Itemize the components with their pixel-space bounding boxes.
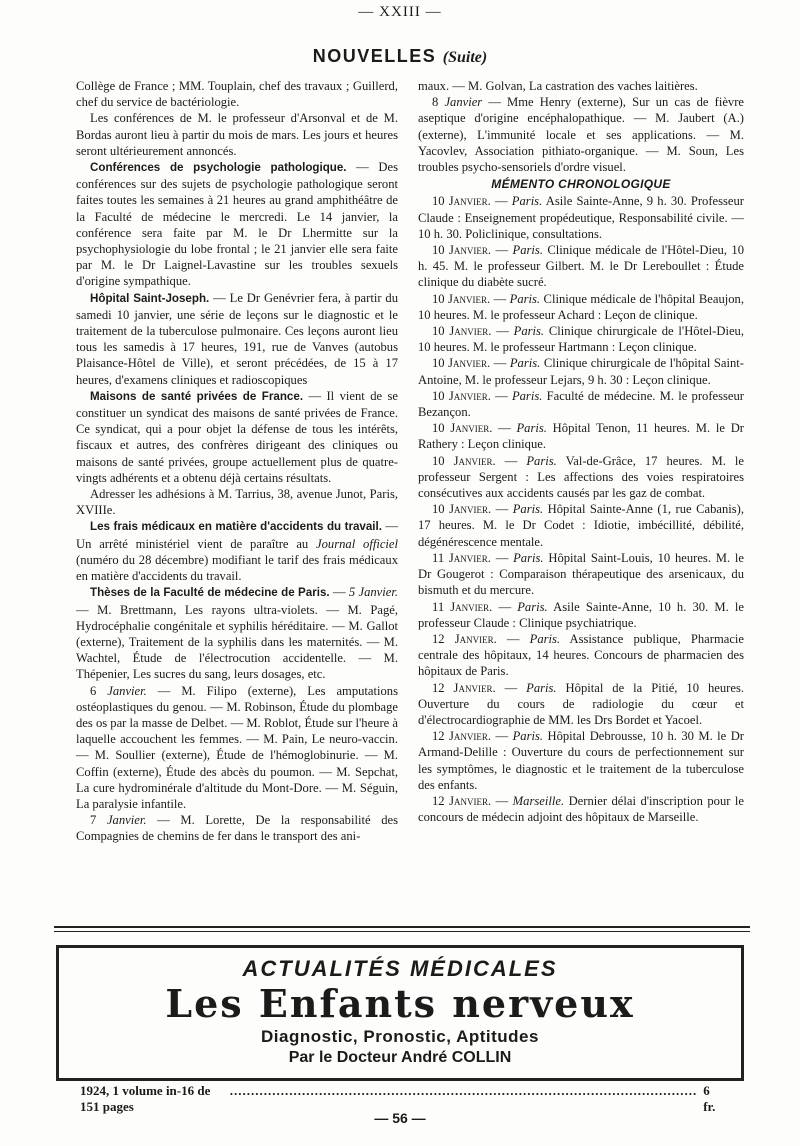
entry-date: 10 Janvier. [432,356,491,371]
ad-price: 6 fr. [703,1083,716,1114]
date-label: 5 Janvier. [348,585,398,600]
entry-text: Hôpital Tenon, 11 heures. M. le Dr Rathery : Leçon clinique. [418,421,744,452]
journal-title: Journal officiel [316,536,398,551]
paragraph-body: (numéro du 28 décembre) modifiant le tarif des frais médicaux en matière d'accidents du travail. [76,552,398,584]
entry-city: Paris. [513,550,544,565]
entry-city: Paris. [513,324,545,339]
paragraph-body: — Le Dr Genévrier fera, à partir du samedi 10 janvier, une série de leçons sur le diagnostic et le traitement de la tuberculose pulmonaire. Ces leçons auront lieu tous les samedis à 17 heures, 191, rue de Vanves (autobus Plaisance-Hôtel de Ville), et seront précédées, de 15 à 17 heures, d'examens cliniques et radioscopiques [76,290,398,387]
paragraph-body: 6 [90,683,108,698]
right-column [418,78,744,825]
entry-text: Clinique chirurgicale de l'hôpital Saint-Antoine, M. le professeur Lejars, 9 h. 30 : Leçon clinique. [418,356,744,387]
ad-author: Par le Docteur André COLLIN [288,1049,512,1066]
paragraph-body: — [329,585,349,600]
entry-text: Hôpital de la Pitié, 10 heures. Ouverture du cours de radiologie du cœur et d'électrocardiographie de MM. les Drs Bordet et Yacoel. [418,680,744,727]
entry-text: Dernier délai d'inscription pour le concours de médecin adjoint des hôpitaux de Marseille. [418,793,745,825]
paragraph-body: — M. Brettmann, Les rayons ultra-violets. — M. Pagé, Hydrocéphalie congénitale et syphilis héréditaire. — M. Gallot (externe), Traitement de la syphilis dans les maternités. — M. Wachtel, Étude de l'électrocution accidentelle. — M. Thépenier, Les sucres du sang, leurs dosages, etc. [76,602,398,682]
entry-city: Paris. [511,388,543,403]
entry-text: Hôpital Sainte-Anne (1, rue Cabanis), 17 heures. M. le Dr Codet : Idiotie, imbécillité, débilité, dégénérescence mentale. [418,502,744,549]
ad-book-title: Les Enfants nerveux [165,981,635,1026]
entry-city: Paris. [509,356,541,371]
entry-text: Assistance publique, Pharmacie centrale des hôpitaux, 14 heures. Concours de pharmacien des hôpitaux de Paris. [418,631,745,679]
entry-text: Faculté de médecine. M. le professeur Bezançon. [418,388,744,420]
entry-date: 10 Janvier. [432,388,491,403]
memento-entry: 10 Janvier. — Paris. Clinique médicale de l'hôpital Beaujon, 10 heures. M. le professeur Achard : Leçon de clinique. [418,291,744,322]
entry-date: 10 Janvier. [432,502,492,517]
ad-leader-dots: .............................................................................................................. [229,1083,698,1098]
date-label: Janvier. [106,813,147,828]
entry-city: Paris. [516,421,547,436]
memento-entry: 10 Janvier. — Paris. Hôpital Tenon, 11 heures. M. le Dr Rathery : Leçon clinique. [418,421,744,452]
subheading: Thèses de la Faculté de médecine de Paris. [90,586,330,600]
entry-date: 10 Janvier. [432,291,491,306]
entry-date: 11 Janvier. [432,599,493,614]
memento-entry: 10 Janvier. — Paris. Clinique médicale de l'Hôtel-Dieu, 10 h. 45. M. le professeur Gilbert. M. le Dr Lereboullet : Étude clinique du diabète sucré. [418,243,744,290]
paragraph-body: — Un arrêté ministériel vient de paraître au [76,519,398,551]
entry-date: 10 Janvier. [432,421,493,436]
entry-date: 10 Janvier. [432,194,491,209]
paragraph: Les conférences de M. le professeur d'Arsonval et de M. Bordas auront lieu à partir du mois de mars. Les jours et heures seront ultérieurement annoncés. [76,111,398,158]
heading-text: NOUVELLES [312,46,437,66]
entry-city: Paris. [526,453,557,468]
memento-heading: MÉMENTO CHRONOLOGIQUE [491,177,671,192]
ad-subtitle: Diagnostic, Pronostic, Aptitudes [261,1027,539,1046]
entry-text: Hôpital Debrousse, 10 h. 30 M. le Dr Armand-Delille : Ouverture du cours de perfectionnement sur les symptômes, le diagnostic et le traitement de la tuberculose des enfants. [418,729,745,792]
paragraph [76,518,398,584]
memento-entry: 10 Janvier. — Paris. Faculté de médecine. M. le professeur Bezançon. [418,388,744,420]
entry-date: 10 Janvier. [432,324,492,339]
memento-entry: 11 Janvier. — Paris. Hôpital Saint-Louis, 10 heures. M. le Dr Gougerot : Comparaison thérapeutique des arsenicaux, du bismuth et du mercure. [418,550,744,598]
divider-rule [54,926,750,928]
paragraph-body: 7 [90,813,107,828]
paragraph [418,94,744,175]
entry-date: 12 Janvier. [432,680,496,695]
memento-entry: 12 Janvier. — Paris. Hôpital de la Pitié, 10 heures. Ouverture du cours de radiologie du cœur et d'électrocardiographie de MM. les Drs Bordet et Yacoel. [418,680,744,727]
paragraph [76,584,398,682]
memento-entry: 11 Janvier. — Paris. Asile Sainte-Anne, 10 h. 30. M. le professeur Claude : Clinique psychiatrique. [418,599,744,630]
entry-text: Asile Sainte-Anne, 9 h. 30. Professeur Claude : Enseignement propédeutique, Responsabilité civile. — 10 h. 30. Policlinique, consultations. [418,194,744,241]
date-label: Janvier [444,95,483,110]
memento-entry: 12 Janvier. — Paris. Hôpital Debrousse, 10 h. 30 M. le Dr Armand-Delille : Ouverture du cours de perfectionnement sur les symptômes, le diagnostic et le traitement de la tuberculose des enfants. [418,729,745,792]
ad-volume-info: 1924, 1 volume in-16 de 151 pages [80,1083,211,1114]
memento-entry: 10 Janvier. — Paris. Asile Sainte-Anne, 9 h. 30. Professeur Claude : Enseignement propédeutique, Responsabilité civile. — 10 h. 30. Policlinique, consultations. [418,194,744,241]
paragraph: Collège de France ; MM. Touplain, chef des travaux ; Guillerd, chef du service de bactériologie. [76,79,398,110]
entry-text: Clinique chirurgicale de l'Hôtel-Dieu, 10 heures. M. le professeur Hartmann : Leçon clinique. [418,324,744,355]
entry-city: Paris. [511,194,543,209]
subheading: Hôpital Saint-Joseph. [90,291,210,305]
entry-text: Clinique médicale de l'Hôtel-Dieu, 10 h. 45. M. le professeur Gilbert. M. le Dr Lereboullet : Étude clinique du diabète sucré. [418,243,744,290]
entry-city: Paris. [512,243,543,258]
entry-date: 12 Janvier. [432,729,492,744]
entry-text: Asile Sainte-Anne, 10 h. 30. M. le professeur Claude : Clinique psychiatrique. [418,599,744,630]
subheading: Conférences de psychologie pathologique. [90,161,347,175]
entry-city: Paris. [529,631,561,646]
subheading: Les frais médicaux en matière d'accidents du travail. [90,520,382,534]
memento-entry: 10 Janvier. — Paris. Val-de-Grâce, 17 heures. M. le professeur Sergent : Les affections des voies respiratoires consécutives aux accidents causés par les gaz de combat. [418,453,745,501]
entry-text: Clinique médicale de l'hôpital Beaujon, 10 heures. M. le professeur Achard : Leçon de clinique. [418,291,744,322]
entry-date: 10 Janvier. [432,243,492,258]
paragraph-body: — M. Lorette, De la responsabilité des Compagnies de chemins de fer dans le transport des ani- [76,813,398,844]
paragraph-body: 8 [432,95,445,110]
page-number-bottom: — 56 — [374,1110,426,1126]
paragraph [76,290,398,388]
entry-date: 12 Janvier. [432,793,492,808]
paragraph-body: — Il vient de se constituer un syndicat des maisons de santé privées de France. Ce syndicat, qui a pour objet la défense de tous les intérêts, fiscaux et autres, des confrères dirigeant des cliniques ou maisons de santé privées, groupe actuellement plus de quatre-vingts adhérents et a obtenu déjà certains résultats. [76,388,398,485]
ad-series-title: ACTUALITÉS MÉDICALES [242,956,558,981]
entry-city: Paris. [512,729,544,744]
memento-entry: 12 Janvier. — Paris. Assistance publique, Pharmacie centrale des hôpitaux, 14 heures. Concours de pharmacien des hôpitaux de Paris. [418,631,745,679]
paragraph [76,683,398,813]
entry-text: Hôpital Saint-Louis, 10 heures. M. le Dr Gougerot : Comparaison thérapeutique des arsenicaux, du bismuth et du mercure. [418,550,744,598]
entry-city: Paris. [509,291,541,306]
heading-suite: (Suite) [442,49,488,66]
paragraph: Adresser les adhésions à M. Tarrius, 38, avenue Junot, Paris, XVIIIe. [76,487,398,518]
left-column [76,78,398,845]
book-advertisement [56,945,744,1081]
entry-city: Paris. [517,599,548,614]
paragraph [76,388,398,486]
paragraph: maux. — M. Golvan, La castration des vaches laitières. [418,79,698,93]
subheading: Maisons de santé privées de France. [90,389,304,403]
entry-city: Paris. [526,680,557,695]
paragraph-body: — Des conférences sur des sujets de psychologie pathologique seront faites toutes les semaines à 21 heures au grand amphithéâtre de la Faculté de médecine le mercredi. Le 14 janvier, la conférence sera faite par M. le Dr Lhermitte sur la psychophysiologie du lobe frontal ; le 21 janvier elle sera faite par M. le Dr Laignel-Lavastine sur les troubles sexuels d'origine sympathique. [76,160,399,289]
divider-rule [54,931,750,932]
entry-text: Val-de-Grâce, 17 heures. M. le professeur Sergent : Les affections des voies respiratoires consécutives aux accidents causés par les gaz de combat. [418,453,745,501]
memento-list [418,193,744,825]
entry-city: Marseille. [512,793,565,808]
page-number-top: — XXIII — [358,4,442,20]
memento-entry: 10 Janvier. — Paris. Clinique chirurgicale de l'Hôtel-Dieu, 10 heures. M. le professeur Hartmann : Leçon clinique. [418,324,744,355]
paragraph [76,159,398,290]
entry-date: 11 Janvier. [432,550,491,565]
memento-entry: 10 Janvier. — Paris. Hôpital Sainte-Anne (1, rue Cabanis), 17 heures. M. le Dr Codet : Idiotie, imbécillité, débilité, dégénérescence mentale. [418,502,744,549]
entry-date: 10 Janvier. [432,453,496,468]
paragraph-body: — Mme Henry (externe), Sur un cas de fièvre aseptique d'origine encéphalopathique. — M. Jaubert (A.) (externe), L'immunité locale et ses applications. — M. Yacovlev, Association pithiato-organique. — M. Soun, Les troubles psycho-sensoriels d'ordre visuel. [418,95,745,175]
memento-entry: 12 Janvier. — Marseille. Dernier délai d'inscription pour le concours de médecin adjoint des hôpitaux de Marseille. [418,793,745,825]
paragraph-body: — M. Filipo (externe), Les amputations ostéoplastiques du genou. — M. Robinson, Étude du plombage des os par la masse de Delbet. — M. Roblot, Étude sur l'heure à laquelle accouchent les femmes. — M. Pain, Le neuro-vaccin. — M. Soullier (externe), Étude de l'hémoglobinurie. — M. Coffin (externe), Étude des abcès du poumon. — M. Sepchat, La cure hydrominérale d'altitude du Mont-Dore. — M. Séguin, La paralysie infantile. [76,683,398,811]
date-label: Janvier. [107,683,147,698]
section-heading [0,46,800,67]
entry-city: Paris. [512,502,544,517]
entry-date: 12 Janvier. [432,631,497,646]
memento-entry: 10 Janvier. — Paris. Clinique chirurgicale de l'hôpital Saint-Antoine, M. le professeur Lejars, 9 h. 30 : Leçon clinique. [418,356,744,387]
paragraph [76,812,398,844]
